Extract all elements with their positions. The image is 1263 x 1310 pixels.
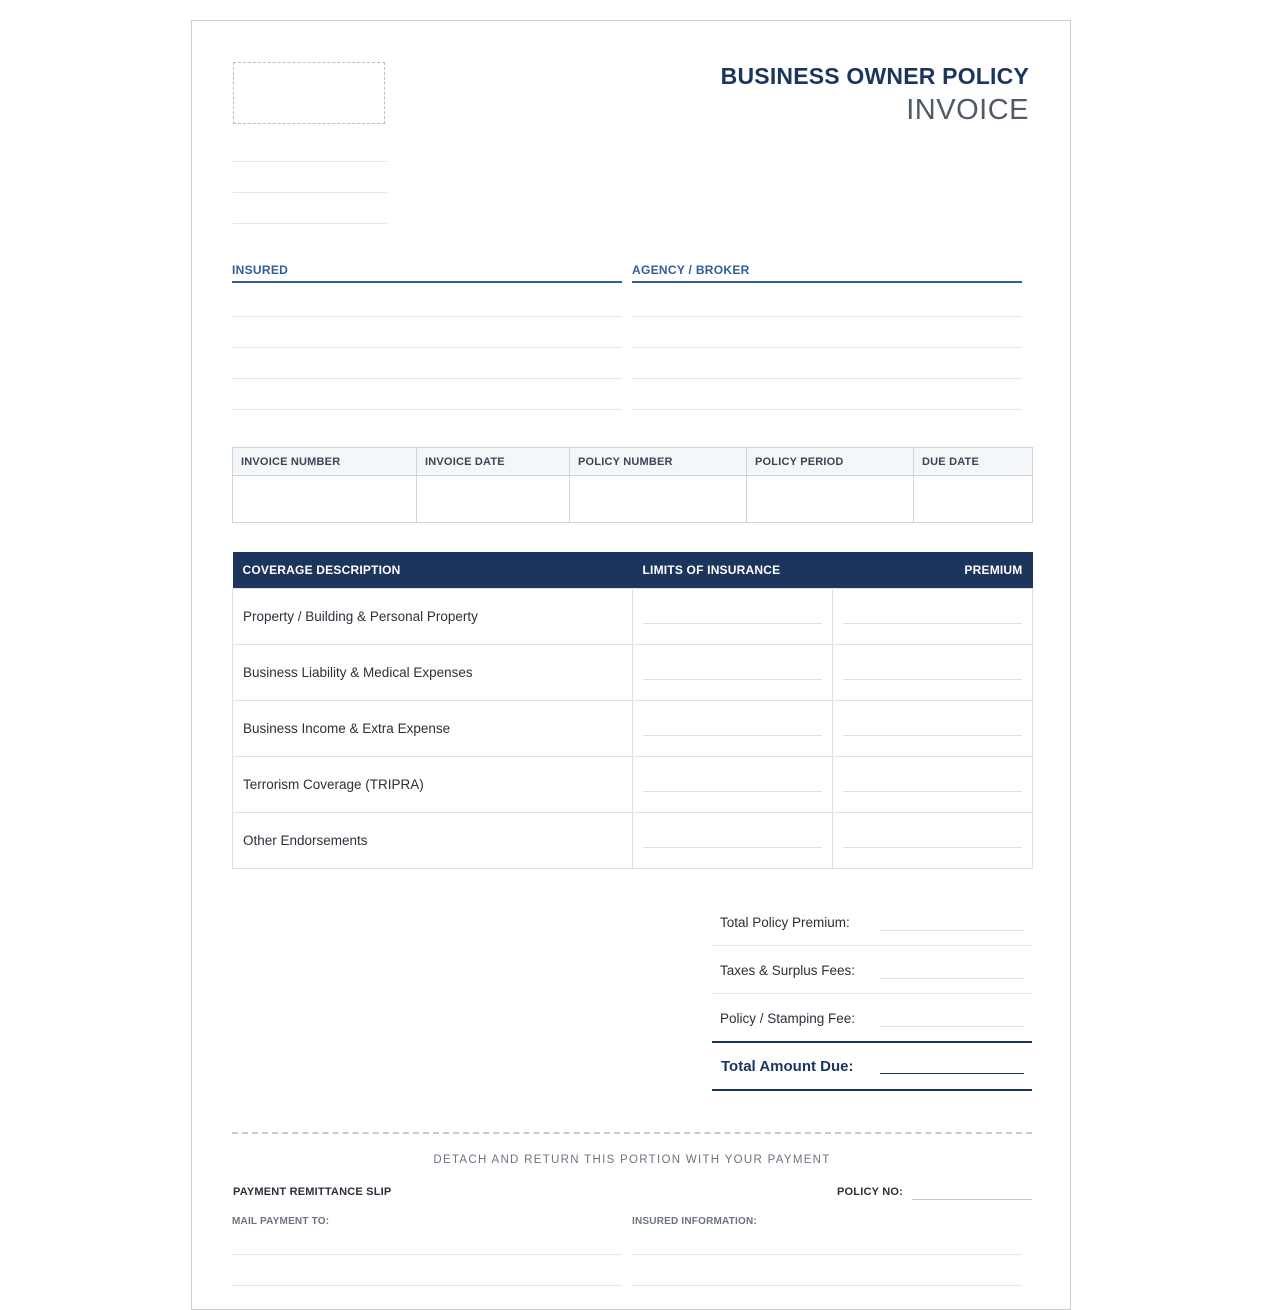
table-row <box>233 757 1033 813</box>
invoice-date-cell[interactable] <box>417 476 570 523</box>
policy-period-cell[interactable] <box>747 476 914 523</box>
stamping-fee-label: Policy / Stamping Fee: <box>720 1011 856 1026</box>
insured-label: INSURED <box>232 263 289 277</box>
coverage-description: Business Liability & Medical Expenses <box>233 645 633 701</box>
limits-header: LIMITS OF INSURANCE <box>633 552 833 589</box>
detach-instruction: DETACH AND RETURN THIS PORTION WITH YOUR PAYMENT <box>433 1154 831 1166</box>
agency-field-line[interactable] <box>632 347 1022 348</box>
stamping-fee-field[interactable] <box>880 1026 1024 1027</box>
coverage-table <box>232 552 1033 869</box>
insured-field-line[interactable] <box>232 316 622 317</box>
policy-number-header: POLICY NUMBER <box>570 448 747 476</box>
total-amount-due-label: Total Amount Due: <box>721 1058 854 1075</box>
policy-period-header: POLICY PERIOD <box>747 448 914 476</box>
due-date-cell[interactable] <box>914 476 1033 523</box>
company-address-line[interactable] <box>233 223 387 224</box>
premium-field[interactable] <box>833 589 1033 645</box>
insured-rule <box>232 281 622 283</box>
limits-field[interactable] <box>633 757 833 813</box>
insured-field-line[interactable] <box>232 347 622 348</box>
limits-field[interactable] <box>633 813 833 869</box>
stamping-fee-row <box>712 994 1032 1042</box>
coverage-description: Terrorism Coverage (TRIPRA) <box>233 757 633 813</box>
invoice-date-header: INVOICE DATE <box>417 448 570 476</box>
premium-field[interactable] <box>833 645 1033 701</box>
due-date-header: DUE DATE <box>914 448 1033 476</box>
remittance-slip-title: PAYMENT REMITTANCE SLIP <box>233 1186 392 1198</box>
taxes-fees-row <box>712 946 1032 994</box>
table-row <box>233 701 1033 757</box>
total-policy-premium-row <box>712 898 1032 946</box>
coverage-description: Business Income & Extra Expense <box>233 701 633 757</box>
invoice-info-table <box>232 447 1033 523</box>
table-row <box>233 645 1033 701</box>
detach-rule <box>232 1132 1032 1134</box>
policy-no-label: POLICY NO: <box>837 1186 903 1198</box>
insured-info-field-line[interactable] <box>632 1254 1022 1255</box>
company-address-line[interactable] <box>233 192 387 193</box>
taxes-fees-label: Taxes & Surplus Fees: <box>720 963 856 978</box>
total-policy-premium-field[interactable] <box>880 930 1024 931</box>
total-amount-due-field[interactable] <box>880 1073 1024 1074</box>
invoice-number-header: INVOICE NUMBER <box>233 448 417 476</box>
company-address-line[interactable] <box>233 161 387 162</box>
premium-field[interactable] <box>833 701 1033 757</box>
document-subtitle: INVOICE <box>906 94 1029 126</box>
mail-to-field-line[interactable] <box>232 1285 622 1286</box>
document-title: BUSINESS OWNER POLICY <box>720 63 1029 89</box>
mail-payment-to-label: MAIL PAYMENT TO: <box>232 1216 330 1227</box>
taxes-fees-field[interactable] <box>880 978 1024 979</box>
limits-field[interactable] <box>633 645 833 701</box>
insured-field-line[interactable] <box>232 409 622 410</box>
premium-header: PREMIUM <box>833 552 1033 589</box>
invoice-page <box>191 20 1071 1310</box>
agency-field-line[interactable] <box>632 378 1022 379</box>
total-amount-due-row <box>712 1041 1032 1091</box>
agency-field-line[interactable] <box>632 316 1022 317</box>
table-row <box>233 589 1033 645</box>
agency-field-line[interactable] <box>632 409 1022 410</box>
policy-no-field[interactable] <box>912 1199 1032 1200</box>
limits-field[interactable] <box>633 701 833 757</box>
logo-placeholder[interactable] <box>233 62 385 124</box>
invoice-number-cell[interactable] <box>233 476 417 523</box>
policy-number-cell[interactable] <box>570 476 747 523</box>
premium-field[interactable] <box>833 813 1033 869</box>
coverage-description-header: COVERAGE DESCRIPTION <box>233 552 633 589</box>
insured-info-field-line[interactable] <box>632 1285 1022 1286</box>
insured-information-label: INSURED INFORMATION: <box>632 1216 757 1227</box>
coverage-description: Property / Building & Personal Property <box>233 589 633 645</box>
insured-field-line[interactable] <box>232 378 622 379</box>
total-policy-premium-label: Total Policy Premium: <box>720 915 850 930</box>
agency-rule <box>632 281 1022 283</box>
table-row <box>233 813 1033 869</box>
limits-field[interactable] <box>633 589 833 645</box>
premium-field[interactable] <box>833 757 1033 813</box>
mail-to-field-line[interactable] <box>232 1254 622 1255</box>
coverage-description: Other Endorsements <box>233 813 633 869</box>
agency-label: AGENCY / BROKER <box>632 263 750 277</box>
